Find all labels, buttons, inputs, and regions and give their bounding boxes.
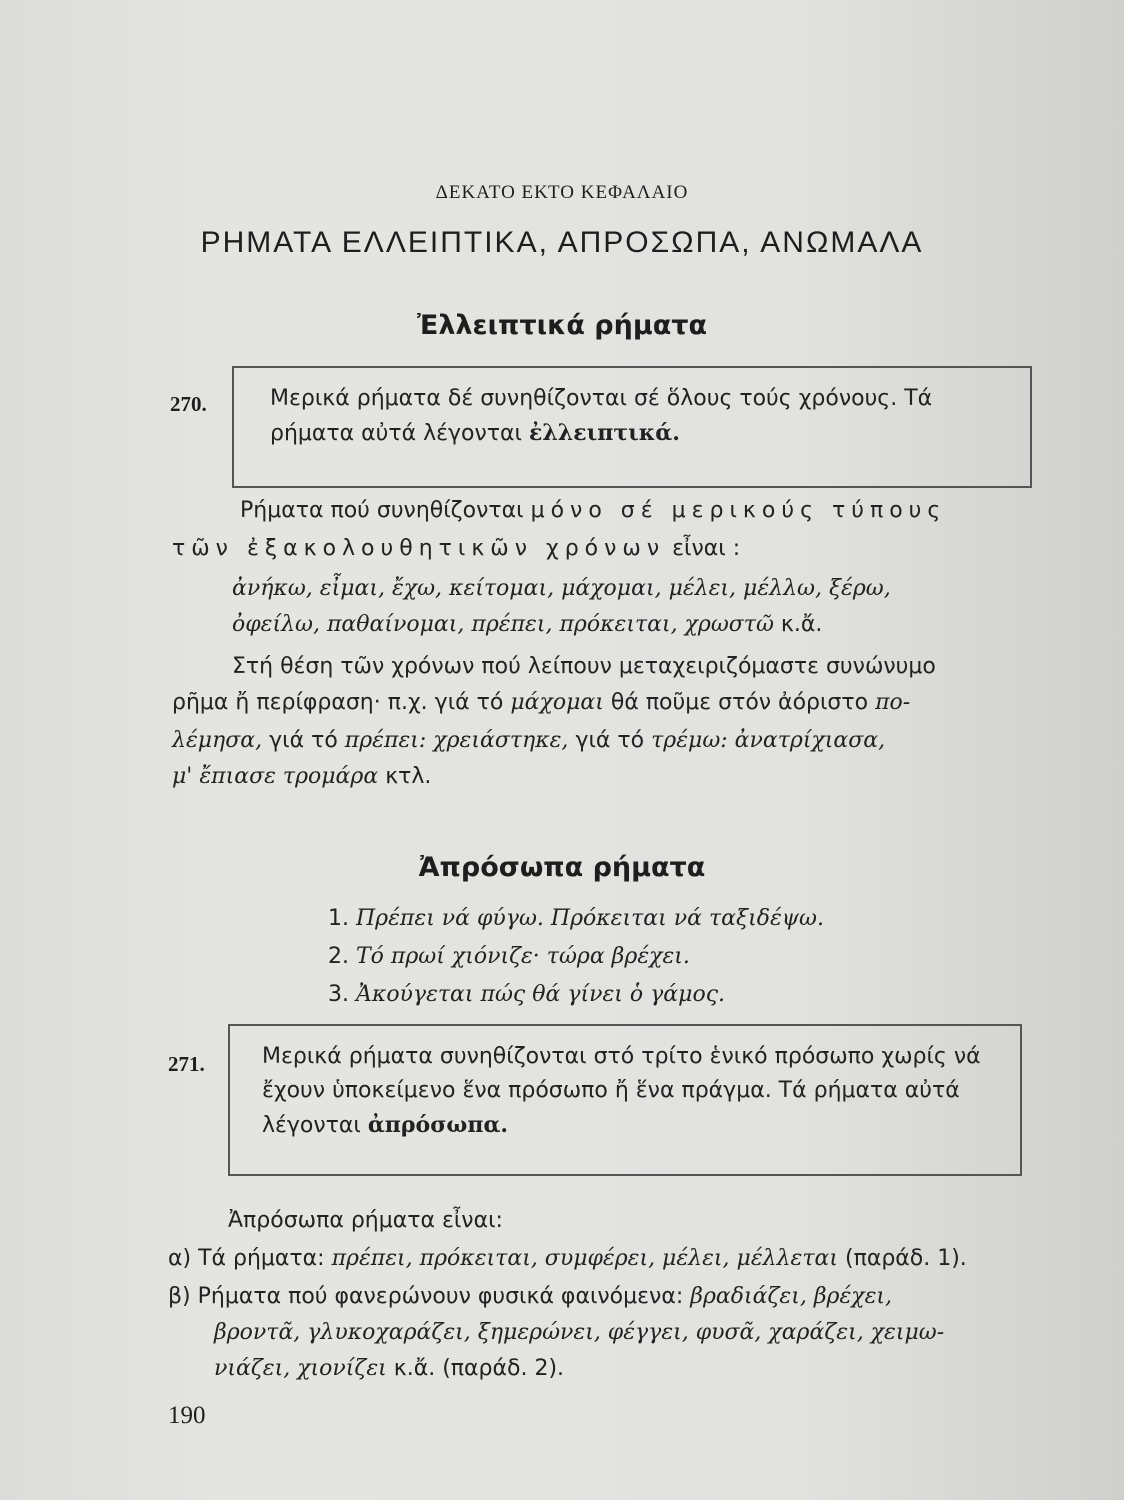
text-span: κ.ἄ. (παράδ. 2). — [393, 1356, 565, 1381]
italic-text: μ' ἔπιασε τρομάρα — [172, 764, 379, 789]
example-number: 3. — [328, 982, 349, 1007]
verb-list-line — [232, 612, 822, 637]
paragraph-line — [172, 536, 740, 561]
italic-text: βραδιάζει, βρέχει, — [690, 1284, 893, 1309]
chapter-heading: ΔΕΚΑΤΟ ΕΚΤΟ ΚΕΦΑΛΑΙΟ — [435, 182, 689, 203]
paragraph-line — [172, 728, 885, 753]
text-span: γιά τό — [575, 728, 645, 753]
list-item-b — [168, 1284, 892, 1309]
example-number: 1. — [328, 906, 349, 931]
italic-text: πο- — [875, 690, 911, 715]
paragraph-line: Στή θέση τῶν χρόνων πού λείπουν μεταχειριζόμαστε συνώνυμο — [232, 654, 936, 679]
example-text: Τό πρωί χιόνιζε· τώρα βρέχει. — [356, 944, 690, 969]
example-line — [328, 982, 725, 1007]
italic-text: νιάζει, χιονίζει — [214, 1356, 387, 1381]
italic-text: ὀφείλω, παθαίνομαι, πρέπει, πρόκειται, χρωστῶ — [232, 612, 774, 637]
paragraph-line — [240, 498, 946, 523]
example-text: Ἀκούγεται πώς θά γίνει ὁ γάμος. — [356, 982, 726, 1007]
spaced-text: μόνο σέ μερικούς τύπους — [530, 498, 947, 523]
rule-term-impersonal: ἀπρόσωπα. — [367, 1112, 509, 1138]
example-number: 2. — [328, 944, 349, 969]
text-span: (παράδ. 1). — [844, 1246, 967, 1271]
rule-number-271: 271. — [168, 1052, 205, 1076]
rule-box-270 — [232, 366, 1032, 488]
paragraph-line — [172, 690, 910, 715]
italic-text: τρέμω: ἀνατρίχιασα, — [651, 728, 886, 753]
rule-term-elliptic: ἐλλειπτικά. — [529, 420, 680, 446]
paragraph-line — [172, 764, 431, 789]
section-title-impersonal: Ἀπρόσωπα ρήματα — [418, 852, 706, 883]
spaced-text: τῶν ἐξακολουθητικῶν χρόνων — [172, 536, 666, 561]
list-label: α) — [168, 1246, 192, 1271]
italic-text: πρέπει, πρόκειται, συμφέρει, μέλει, μέλλεται — [331, 1246, 838, 1271]
intro-line: Ἀπρόσωπα ρήματα εἶναι: — [228, 1208, 503, 1233]
text-span: Τά ρήματα: — [198, 1246, 325, 1271]
rule-text-270: Μερικά ρήματα δέ συνηθίζονται σέ ὅλους τούς χρόνους. Τά ρήματα αὐτά λέγονται — [270, 386, 933, 446]
example-line — [328, 906, 824, 931]
rule-box-271 — [228, 1024, 1022, 1176]
verb-list-line: ἀνήκω, εἶμαι, ἔχω, κείτομαι, μάχομαι, μέλει, μέλλω, ξέρω, — [232, 576, 891, 601]
text-span: Ρήματα πού συνηθίζονται — [240, 498, 524, 523]
chapter-title: ΡΗΜΑΤΑ ΕΛΛΕΙΠΤΙΚΑ, ΑΠΡΟΣΩΠΑ, ΑΝΩΜΑΛΑ — [200, 226, 924, 259]
text-span: κτλ. — [385, 764, 432, 789]
list-item-b-cont — [214, 1356, 564, 1381]
section-title-elliptic: Ἐλλειπτικά ρήματα — [416, 310, 708, 341]
list-item-b-cont: βροντᾶ, γλυκοχαράζει, ξημερώνει, φέγγει, φυσᾶ, χαράζει, χειμω- — [214, 1320, 945, 1345]
text-span: θά ποῦμε στόν ἀόριστο — [610, 690, 869, 715]
example-line — [328, 944, 690, 969]
list-item-a — [168, 1246, 967, 1271]
text-span: εἶναι : — [672, 536, 741, 561]
rule-number-270: 270. — [170, 392, 207, 416]
list-label: β) — [168, 1284, 191, 1309]
text-span: κ.ἄ. — [780, 612, 823, 637]
italic-text: πρέπει: χρειάστηκε, — [344, 728, 569, 753]
text-span: Ρήματα πού φανερώνουν φυσικά φαινόμενα: — [197, 1284, 684, 1309]
example-text: Πρέπει νά φύγω. Πρόκειται νά ταξιδέψω. — [356, 906, 824, 931]
text-span: γιά τό — [269, 728, 338, 753]
page-number: 190 — [168, 1402, 206, 1429]
text-span: ρῆμα ἤ περίφραση· π.χ. γιά τό — [172, 690, 504, 715]
rule-text-271: Μερικά ρήματα συνηθίζονται στό τρίτο ἑνικό πρόσωπο χωρίς νά ἔχουν ὑποκείμενο ἕνα πρόσωπο ἤ ἕνα πράγμα. Τά ρήματα αὐτά λέγονται — [262, 1044, 981, 1138]
italic-text: λέμησα, — [172, 728, 263, 753]
italic-text: μάχομαι — [510, 690, 604, 715]
